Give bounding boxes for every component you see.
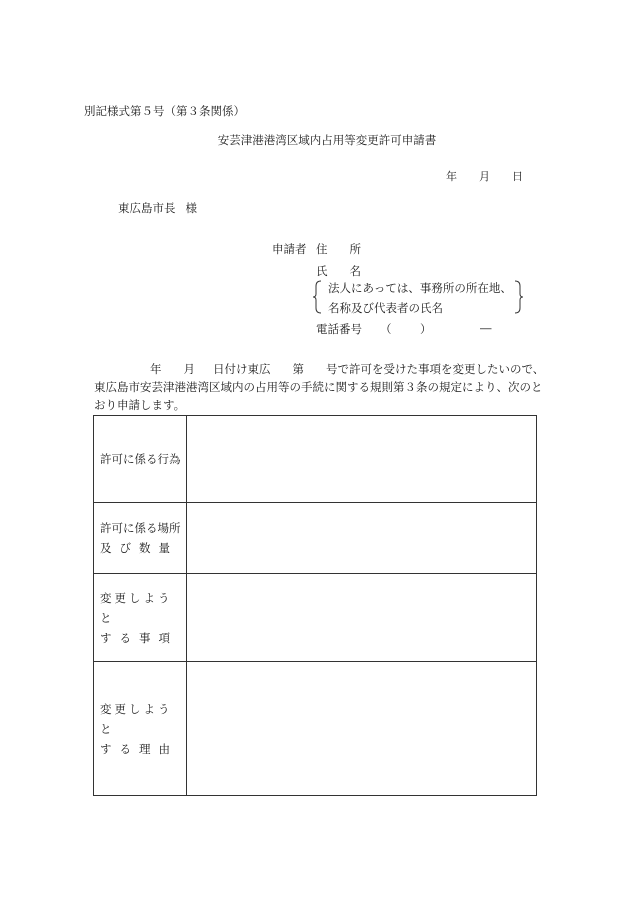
table-row: [94, 503, 537, 574]
phone-dash: ―: [480, 321, 492, 335]
applicant-label: 申請者: [272, 242, 307, 256]
date-month: 月: [479, 170, 490, 183]
date-line: [446, 168, 523, 184]
field-change-items[interactable]: [186, 574, 536, 662]
address-label-part-2: 所: [349, 242, 361, 256]
address-label: [316, 241, 361, 257]
table-row: [94, 416, 537, 503]
row-label-line-2: する事項: [100, 630, 178, 645]
row-label-line-1: 変更しようと: [100, 590, 173, 625]
form-number-label: 別記様式第５号（第３条関係）: [84, 104, 245, 118]
corporate-note-line-1: 法人にあっては、事務所の所在地、: [328, 281, 512, 295]
field-change-reason[interactable]: [186, 662, 536, 796]
phone-paren-open: （: [380, 322, 392, 336]
row-label-line-2: 及び数量: [100, 541, 178, 555]
statement-line-1: [94, 360, 546, 378]
date-year: 年: [446, 170, 457, 183]
statement-year: 年: [150, 362, 162, 376]
row-label-line-1: 変更しようと: [100, 701, 173, 736]
application-statement: [94, 360, 546, 414]
row-label-permitted-activity: [94, 416, 187, 503]
addressee: [118, 200, 197, 216]
phone-paren-close: ）: [420, 322, 432, 336]
statement-rest: 号で許可を受けた事項を変更したいので、: [326, 362, 545, 376]
statement-dated: 日付け東広: [213, 362, 271, 376]
application-table: [93, 415, 537, 796]
row-label-change-reason: [94, 662, 187, 796]
addressee-office: 東広島市長: [118, 201, 176, 215]
date-day: 日: [512, 170, 523, 183]
statement-line-3: おり申請します。: [94, 398, 186, 412]
addressee-honorific: 様: [185, 201, 197, 215]
table-row: [94, 574, 537, 662]
statement-number-prefix: 第: [292, 362, 304, 376]
address-label-part-1: 住: [316, 242, 328, 256]
corporate-note-line-2: 名称及び代表者の氏名: [328, 301, 443, 315]
name-label: [316, 263, 361, 279]
document-title: 安芸津港港湾区域内占用等変更許可申請書: [217, 133, 437, 147]
field-location-quantity[interactable]: [186, 503, 536, 574]
row-label-location-quantity: [94, 503, 187, 574]
row-label-line-2: する理由: [100, 741, 178, 756]
table-row: [94, 662, 537, 796]
row-label-line-1: 許可に係る行為: [100, 452, 181, 466]
phone-label: 電話番号: [316, 322, 362, 336]
row-label-line-1: 許可に係る場所: [100, 521, 181, 535]
name-label-part-1: 氏: [316, 264, 328, 278]
field-permitted-activity[interactable]: [186, 416, 536, 503]
statement-month: 月: [183, 362, 195, 376]
row-label-change-items: [94, 574, 187, 662]
name-label-part-2: 名: [349, 264, 361, 278]
statement-line-2: 東広島市安芸津港港湾区域内の占用等の手続に関する規則第３条の規定により、次のと: [94, 380, 543, 394]
